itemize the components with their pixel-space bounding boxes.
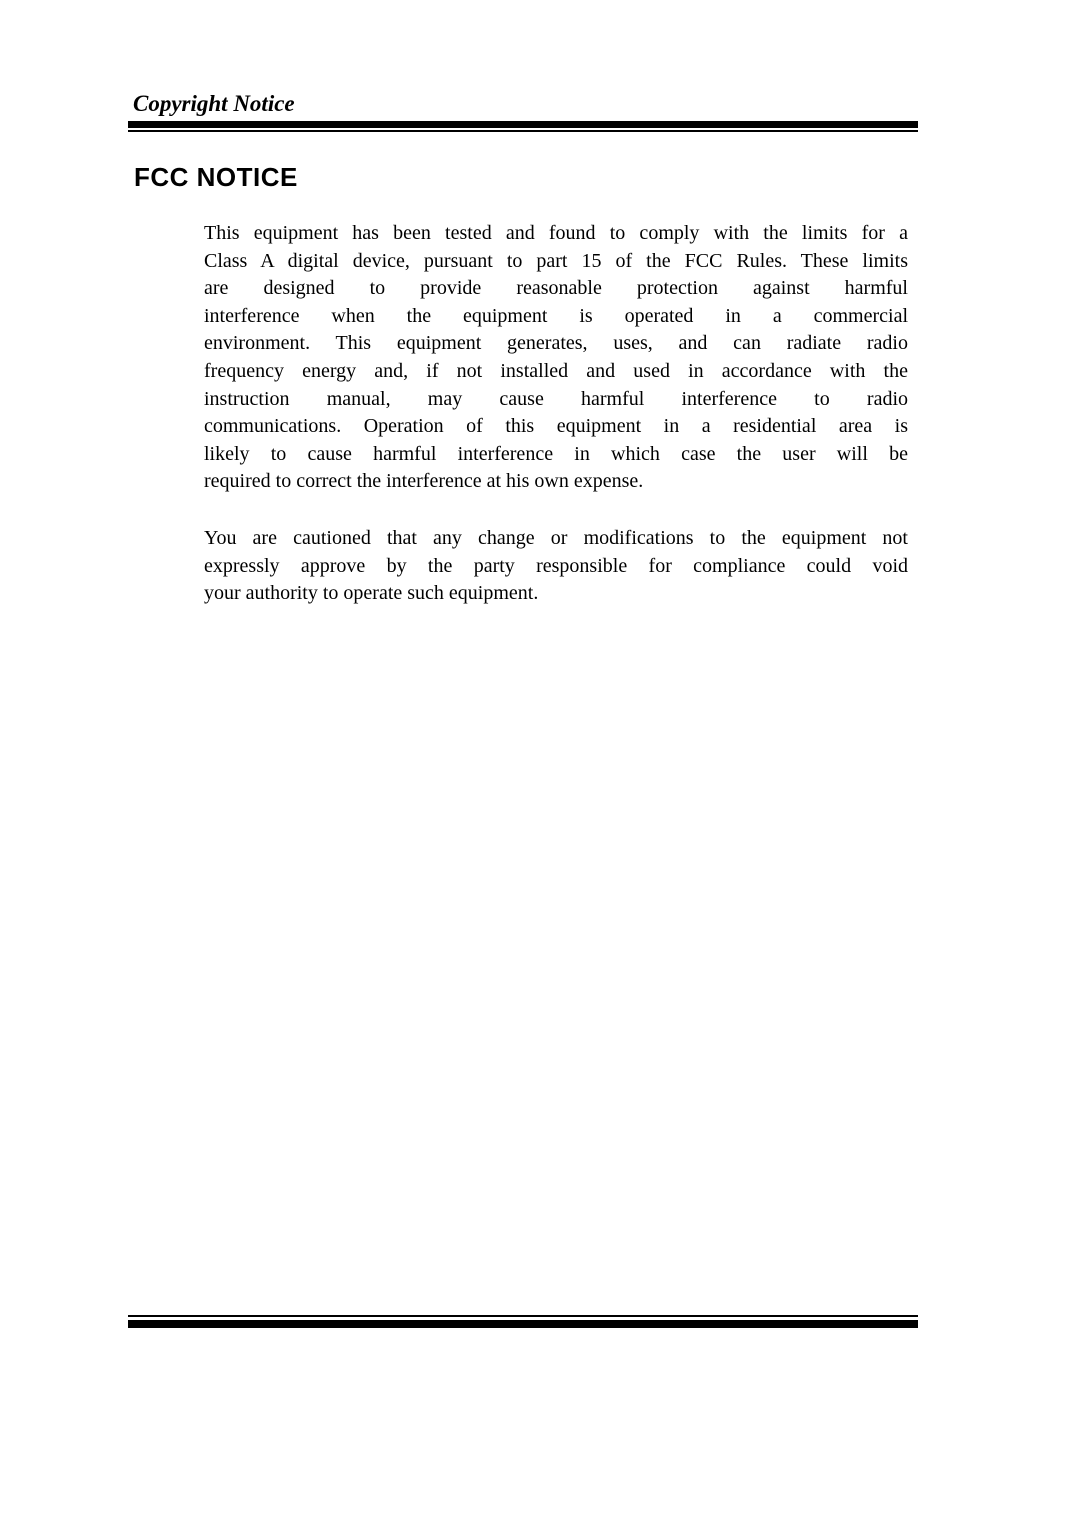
paragraph — [204, 220, 908, 496]
header-divider-thick-line — [128, 121, 918, 128]
text-line: instruction manual, may cause harmful interference to radio — [204, 387, 908, 410]
text-line: your authority to operate such equipment. — [204, 582, 539, 605]
text-line: interference when the equipment is operated in a commercial — [204, 304, 908, 327]
running-header-title: Copyright Notice — [133, 91, 295, 116]
footer-divider-thick-line — [128, 1320, 918, 1328]
text-line: expressly approve by the party responsible for compliance could void — [204, 554, 908, 577]
text-line: This equipment has been tested and found to comply with the limits for a — [204, 222, 908, 244]
header-divider — [128, 121, 918, 132]
text-line: You are cautioned that any change or modifications to the equipment not — [204, 526, 908, 549]
text-line: likely to cause harmful interference in which case the user will be — [204, 442, 908, 465]
text-line: are designed to provide reasonable protection against harmful — [204, 277, 908, 300]
fcc-notice-body — [204, 220, 908, 608]
text-line: frequency energy and, if not installed and used in accordance with the — [204, 359, 908, 382]
text-line: environment. This equipment generates, uses, and can radiate radio — [204, 332, 908, 355]
paragraph — [204, 525, 908, 608]
text-line: required to correct the interference at his own expense. — [204, 470, 644, 493]
text-line: communications. Operation of this equipment in a residential area is — [204, 415, 908, 438]
section-heading: FCC NOTICE — [134, 162, 298, 192]
header-divider-thin-line — [128, 130, 918, 132]
footer-divider — [128, 1315, 918, 1328]
text-line: Class A digital device, pursuant to part 15 of the FCC Rules. These limits — [204, 249, 908, 272]
